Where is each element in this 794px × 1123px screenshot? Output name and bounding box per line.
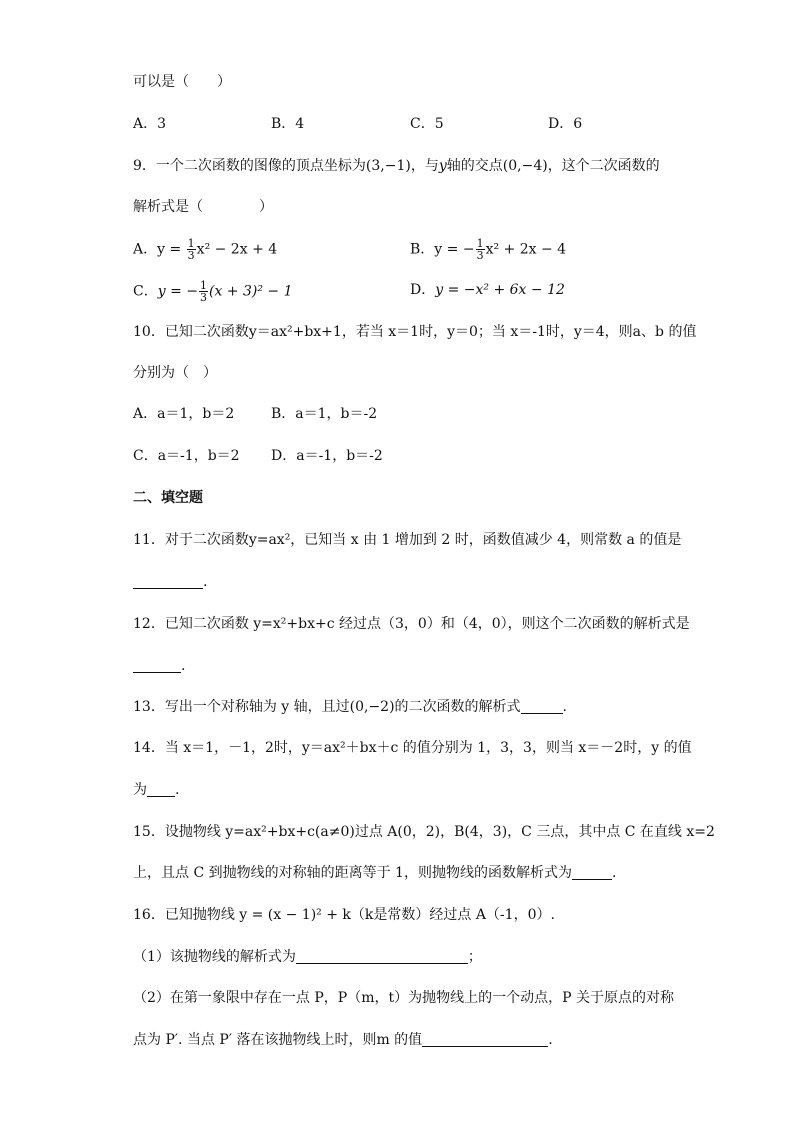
q9-option-c: C．y = − $\frac{1}{3}$ (x + 3)² − 1 (133, 279, 293, 304)
answer-blank (147, 782, 175, 797)
section-title: 二、填空题 (133, 490, 203, 506)
q12-answer-line: . (133, 656, 185, 676)
q9-option-a: A．y = $\frac{1}{3}$ x² − 2x + 4 (133, 237, 278, 262)
q9-option-d: D．y = −x² + 6x − 12 (410, 282, 565, 298)
answer-blank (521, 699, 563, 714)
q8-option-a: A．3 (133, 116, 167, 132)
q14-stem: 14．当 x＝1，－1，2时，y＝ax²＋bx＋c 的值分别为 1，3，3，则当 x＝－2时，y 的值 (133, 740, 692, 756)
q16-stem: 16．已知抛物线 y = (x − 1)² + k（k是常数）经过点 A（-1，0）. (133, 907, 555, 923)
fraction: $\frac{1}{3}$ (187, 237, 195, 262)
q16-part2-line2: 点为 P′. 当点 P′ 落在该抛物线上时，则m 的值 . (133, 1032, 553, 1048)
answer-blank (296, 949, 468, 964)
q9-option-b: B．y = − $\frac{1}{3}$ x² + 2x − 4 (410, 237, 567, 262)
q8-option-b: B．4 (271, 116, 305, 132)
answer-blank (572, 865, 612, 880)
q9-stem-line2: 解析式是（ ） (133, 199, 273, 215)
fraction: $\frac{1}{3}$ (476, 237, 484, 262)
q14-answer-line: 为 . (133, 782, 180, 798)
answer-blank (422, 1032, 548, 1047)
answer-blank (133, 658, 181, 673)
q16-part2: （2）在第一象限中存在一点 P，P（m，t）为抛物线上的一个动点，P 关于原点的对称 (133, 990, 674, 1006)
q15-stem-line2: 上，且点 C 到抛物线的对称轴的距离等于 1，则抛物线的函数解析式为 . (133, 865, 617, 881)
q8-stem-tail: 可以是（ ） (133, 74, 231, 90)
q8-option-c: C．5 (410, 116, 444, 132)
answer-blank (133, 574, 203, 589)
q10-option-a: A．a＝1，b＝2 (133, 406, 235, 422)
q13-stem: 13．写出一个对称轴为 y 轴，且过(0,−2)的二次函数的解析式 . (133, 699, 567, 715)
q9-stem: 9．一个二次函数的图像的顶点坐标为(3,−1)，与y轴的交点(0,−4)，这个二次函数的 (133, 158, 660, 174)
q16-part1: （1）该抛物线的解析式为 ； (133, 949, 482, 965)
q10-stem-line2: 分别为（ ） (133, 365, 217, 381)
fraction: $\frac{1}{3}$ (200, 279, 207, 304)
q10-option-d: D．a＝-1，b＝-2 (271, 448, 383, 464)
q10-option-b: B．a＝1，b＝-2 (271, 406, 378, 422)
q15-stem: 15．设抛物线 y=ax²+bx+c(a≠0)过点 A(0，2)，B(4，3)，C 三点，其中点 C 在直线 x=2 (133, 824, 715, 840)
q11-stem: 11．对于二次函数y=ax²，已知当 x 由 1 增加到 2 时，函数值减少 4，则常数 a 的值是 (133, 532, 682, 548)
q12-stem: 12．已知二次函数 y=x²+bx+c 经过点（3，0）和（4，0），则这个二次函数的解析式是 (133, 616, 690, 632)
q10-option-c: C．a＝-1，b＝2 (133, 448, 240, 464)
q11-answer-line: . (133, 572, 207, 592)
q8-option-d: D．6 (548, 116, 583, 132)
q10-stem: 10．已知二次函数y＝ax²+bx+1，若当 x＝1时，y＝0；当 x＝-1时，y＝4，则a、b 的值 (133, 324, 697, 340)
